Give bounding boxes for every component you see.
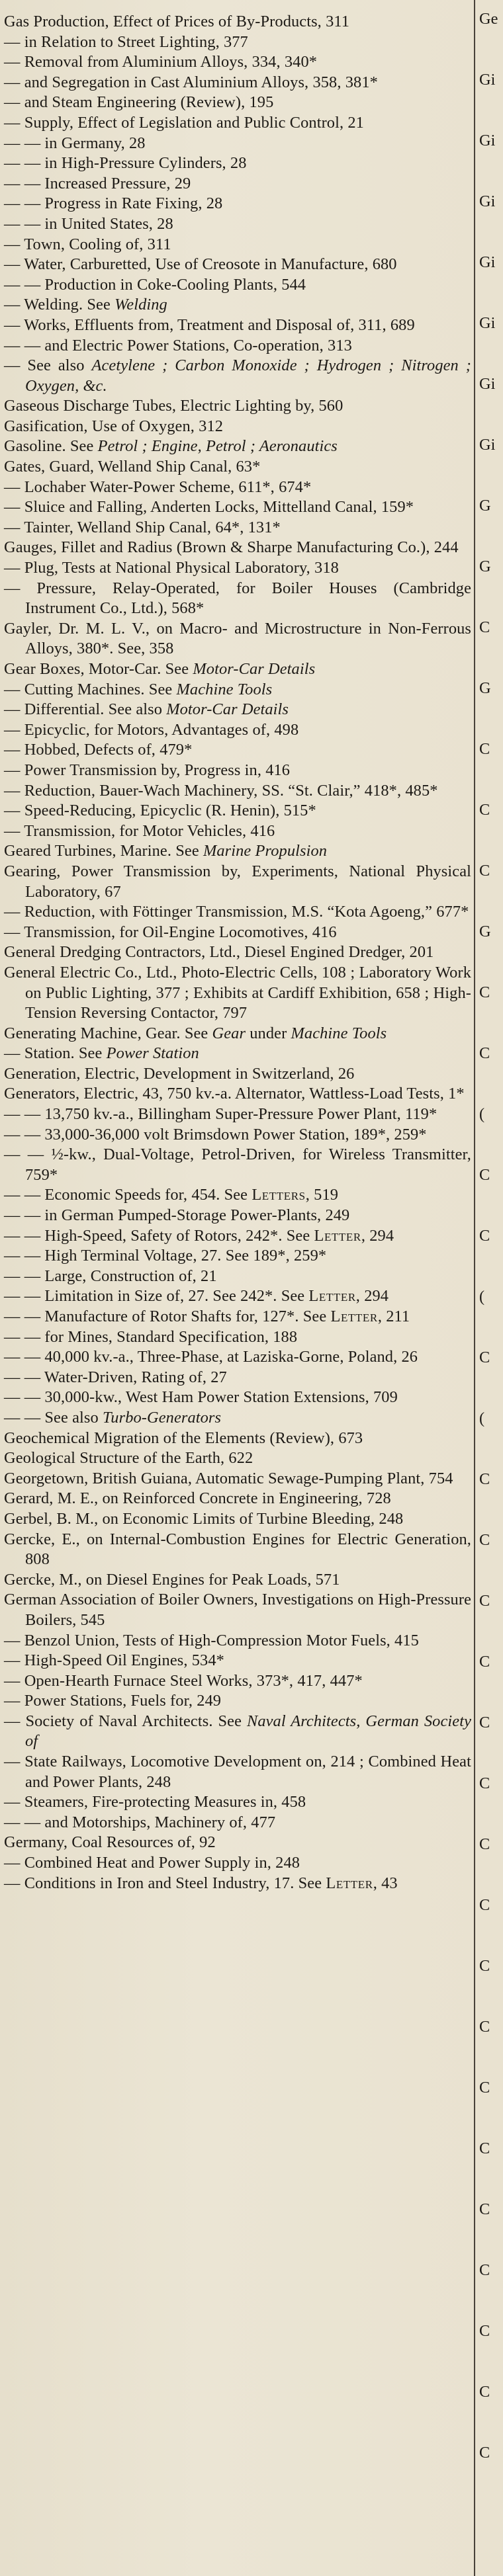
entry-text: — — 33,000-36,000 volt Brimsdown Power Station, 189*, 259* [4, 1125, 427, 1143]
entry-text: — — Increased Pressure, 29 [4, 174, 191, 192]
index-entry [4, 1368, 471, 1388]
adjacent-column-letter: G [479, 558, 491, 575]
index-entry [4, 579, 471, 619]
entry-text: — Transmission, for Oil-Engine Locomotives, 416 [4, 923, 337, 941]
index-entry [4, 153, 471, 174]
index-entry [4, 1206, 471, 1226]
index-entry [4, 1246, 471, 1267]
adjacent-column-letter: Gi [479, 253, 496, 271]
index-entry [4, 12, 471, 32]
entry-text: Gerbel, B. M., on Economic Limits of Turbine Bleeding, 248 [4, 1509, 404, 1528]
entry-text: Generators, Electric, 43, 750 kv.-a. Alternator, Wattless-Load Tests, 1* [4, 1085, 465, 1103]
adjacent-column-letter: Gi [479, 375, 496, 393]
adjacent-column-letter: C [479, 2261, 490, 2279]
entry-text: — — for Mines, Standard Specification, 188 [4, 1327, 298, 1346]
entry-text: — Sluice and Falling, Anderten Locks, Mittelland Canal, 159* [4, 498, 414, 517]
entry-text: — Water, Carburetted, Use of Creosote in Manufacture, 680 [4, 255, 397, 274]
index-entry [4, 1408, 471, 1429]
entry-text: , 294 [355, 1287, 389, 1306]
entry-text: — — 40,000 kv.-a., Three-Phase, at Laziska-Gorne, Poland, 26 [4, 1348, 418, 1366]
index-entry [4, 194, 471, 214]
entry-text: — Cutting Machines. See [4, 680, 177, 698]
index-entry [4, 801, 471, 821]
index-entry [4, 781, 471, 802]
index-entry [4, 538, 471, 558]
index-entry [4, 1853, 471, 1874]
index-entry [4, 315, 471, 336]
index-entry [4, 619, 471, 659]
index-entry [4, 235, 471, 255]
entry-text: — Combined Heat and Power Supply in, 248 [4, 1854, 300, 1872]
entry-cross-reference: Gear [212, 1024, 246, 1042]
index-entry [4, 275, 471, 296]
entry-text: Gercke, M., on Diesel Engines for Peak Loads, 571 [4, 1570, 340, 1589]
entry-cross-reference: Petrol ; Engine, Petrol ; Aeronautics [97, 437, 338, 456]
adjacent-column-letter: C [479, 2140, 490, 2157]
adjacent-column-letter: Gi [479, 71, 496, 89]
entry-text: — — and Motorships, Machinery of, 477 [4, 1813, 276, 1831]
index-entry [4, 1469, 471, 1489]
entry-text: — Removal from Aluminium Alloys, 334, 340* [4, 53, 318, 71]
adjacent-column-letter: C [479, 2383, 490, 2401]
index-entry [4, 1044, 471, 1064]
index-entry [4, 497, 471, 518]
entry-cross-reference: Welding [114, 296, 167, 314]
entry-text: Gauges, Fillet and Radius (Brown & Sharpe Manufacturing Co.), 244 [4, 538, 459, 557]
adjacent-column-letter: C [479, 1896, 490, 1914]
index-column [4, 12, 471, 1893]
entry-text: — Open-Hearth Furnace Steel Works, 373*, 417, 447* [4, 1671, 363, 1690]
adjacent-column-letter: C [479, 2200, 490, 2218]
adjacent-column-letter: C [479, 1227, 490, 1245]
entry-text: — — in German Pumped-Storage Power-Plants, 249 [4, 1206, 350, 1225]
entry-text: — — Progress in Rate Fixing, 28 [4, 194, 223, 213]
entry-text: — Tainter, Welland Ship Canal, 64*, 131* [4, 518, 281, 536]
entry-text: — — Production in Coke-Cooling Plants, 544 [4, 275, 306, 294]
index-entry [4, 1651, 471, 1671]
index-entry [4, 396, 471, 417]
entry-text: Generation, Electric, Development in Switzerland, 26 [4, 1064, 355, 1083]
entry-text: — Supply, Effect of Legislation and Public Control, 21 [4, 113, 364, 132]
index-entry [4, 1327, 471, 1348]
entry-text: Gearing, Power Transmission by, Experiments, National Physical Laboratory, 67 [4, 862, 471, 901]
entry-letter-reference: Letter [330, 1308, 378, 1325]
index-entry [4, 1792, 471, 1813]
entry-text: — Works, Effluents from, Treatment and Disposal of, 311, 689 [4, 315, 415, 334]
entry-text: , 211 [377, 1308, 410, 1325]
index-entry [4, 841, 471, 862]
entry-text: — — Large, Construction of, 21 [4, 1267, 217, 1285]
adjacent-column-letter: C [479, 1592, 490, 1610]
adjacent-column-letter: C [479, 2322, 490, 2340]
entry-text: — High-Speed Oil Engines, 534* [4, 1651, 224, 1670]
index-entry [4, 1530, 471, 1570]
adjacent-column-letter: C [479, 1044, 490, 1062]
index-entry [4, 963, 471, 1024]
entry-text: — — 13,750 kv.-a., Billingham Super-Pressure Power Plant, 119* [4, 1105, 437, 1124]
entry-text: — Hobbed, Defects of, 479* [4, 741, 193, 759]
entry-text: — in Relation to Street Lighting, 377 [4, 32, 248, 51]
entry-text: — Transmission, for Motor Vehicles, 416 [4, 821, 275, 840]
index-entry [4, 700, 471, 720]
adjacent-column-letter: C [479, 1653, 490, 1671]
index-entry [4, 134, 471, 154]
index-entry [4, 821, 471, 842]
index-entry [4, 1024, 471, 1044]
entry-text: General Dredging Contractors, Ltd., Diesel Engined Dredger, 201 [4, 943, 434, 962]
entry-letter-reference: Letter [314, 1226, 361, 1245]
entry-text: — Speed-Reducing, Epicyclic (R. Henin), 515* [4, 802, 316, 820]
index-entry [4, 174, 471, 194]
adjacent-column-letter: C [479, 1957, 490, 1975]
entry-text: — — in United States, 28 [4, 214, 173, 233]
index-entry [4, 478, 471, 498]
entry-text: Gercke, E., on Internal-Combustion Engines for Electric Generation, 808 [4, 1530, 471, 1569]
entry-text: , 43 [373, 1874, 398, 1892]
entry-text: German Association of Boiler Owners, Investigations on High-Pressure Boilers, 545 [4, 1591, 471, 1629]
adjacent-column-letter: G [479, 679, 491, 697]
index-entry [4, 1347, 471, 1368]
entry-text: under [246, 1024, 291, 1042]
index-entry [4, 1125, 471, 1145]
entry-text: — — Water-Driven, Rating of, 27 [4, 1368, 227, 1386]
adjacent-column-letter: C [479, 862, 490, 880]
index-entry [4, 1489, 471, 1509]
entry-text: — — in High-Pressure Cylinders, 28 [4, 154, 247, 173]
entry-text: — State Railways, Locomotive Development on, 214 ; Combined Heat and Power Plants, 248 [4, 1753, 471, 1791]
index-entry [4, 1104, 471, 1125]
entry-text: — and Segregation in Cast Aluminium Alloys, 358, 381* [4, 73, 378, 91]
entry-text: Gayler, Dr. M. L. V., on Macro- and Microstructure in Non-Ferrous Alloys, 380*. See, 358 [4, 619, 471, 658]
index-entry [4, 255, 471, 275]
adjacent-column-letter: C [479, 1774, 490, 1792]
adjacent-column-letter: C [479, 1470, 490, 1488]
index-entry [4, 1833, 471, 1853]
index-entry [4, 680, 471, 700]
entry-text: — Reduction, with Föttinger Transmission, M.S. “Kota Agoeng,” 677* [4, 903, 469, 921]
index-entry [4, 740, 471, 761]
adjacent-column-letter: Gi [479, 314, 496, 332]
index-entry [4, 1084, 471, 1104]
entry-text: — Welding. See [4, 296, 115, 314]
entry-text: — Conditions in Iron and Steel Industry, 17. See [4, 1874, 326, 1892]
entry-cross-reference: Turbo-Generators [102, 1408, 222, 1427]
index-entry [4, 1267, 471, 1287]
index-entry [4, 761, 471, 781]
entry-text: — — 30,000-kw., West Ham Power Station Extensions, 709 [4, 1388, 398, 1407]
index-entry [4, 720, 471, 741]
index-entry [4, 93, 471, 113]
entry-text: Gates, Guard, Welland Ship Canal, 63* [4, 458, 261, 476]
index-entry [4, 862, 471, 902]
adjacent-column-letter: C [479, 1531, 490, 1549]
entry-text: — — ½-kw., Dual-Voltage, Petrol-Driven, for Wireless Transmitter, 759* [4, 1145, 471, 1184]
entry-text: Gerard, M. E., on Reinforced Concrete in Engineering, 728 [4, 1489, 391, 1508]
index-entry [4, 558, 471, 579]
entry-text: Geared Turbines, Marine. See [4, 842, 203, 860]
index-entry [4, 1307, 471, 1327]
entry-text: , 294 [361, 1226, 394, 1245]
adjacent-column-letter: C [479, 2079, 490, 2097]
adjacent-column-letter: C [479, 2444, 490, 2462]
index-entry [4, 1226, 471, 1247]
index-entry [4, 1691, 471, 1712]
entry-text: — Pressure, Relay-Operated, for Boiler Houses (Cambridge Instrument Co., Ltd.), 568* [4, 579, 471, 618]
entry-text: — and Steam Engineering (Review), 195 [4, 93, 274, 112]
column-rule [474, 0, 475, 2576]
entry-text: — Epicyclic, for Motors, Advantages of, 498 [4, 720, 299, 739]
entry-text: — Differential. See also [4, 700, 167, 719]
index-entry [4, 295, 471, 315]
entry-cross-reference: Machine Tools [176, 680, 273, 698]
adjacent-column-letter: C [479, 1349, 490, 1366]
entry-text: — — High-Speed, Safety of Rotors, 242*. See [4, 1226, 314, 1245]
entry-text: General Electric Co., Ltd., Photo-Electric Cells, 108 ; Laboratory Work on Public Lighting, 377 ; Exhibits at Cardiff Exhibition, 658 ; High-Tension Reversing Contactor, 797 [4, 963, 471, 1022]
adjacent-column-letter: C [479, 983, 490, 1001]
entry-text: Georgetown, British Guiana, Automatic Sewage-Pumping Plant, 754 [4, 1469, 453, 1487]
index-entry [4, 214, 471, 235]
index-entry [4, 1448, 471, 1469]
adjacent-column-letter: C [479, 1714, 490, 1731]
index-entry [4, 356, 471, 396]
entry-text: — Lochaber Water-Power Scheme, 611*, 674* [4, 478, 312, 496]
entry-text: Gas Production, Effect of Prices of By-Products, 311 [4, 13, 350, 30]
entry-text: — — and Electric Power Stations, Co-operation, 313 [4, 336, 352, 354]
entry-text: Geological Structure of the Earth, 622 [4, 1449, 253, 1468]
adjacent-column-letter: Ge [479, 10, 498, 28]
index-entry [4, 902, 471, 923]
adjacent-column-letter: G [479, 923, 491, 940]
adjacent-column-letter: Gi [479, 192, 496, 210]
entry-text: — Benzol Union, Tests of High-Compression Motor Fuels, 415 [4, 1631, 419, 1649]
adjacent-column-letter: ( [479, 1409, 485, 1427]
entry-letter-reference: Letter [308, 1287, 356, 1306]
index-entry [4, 1631, 471, 1651]
entry-text: Gasification, Use of Oxygen, 312 [4, 417, 224, 435]
entry-text: — Society of Naval Architects. See [4, 1712, 247, 1730]
index-entry [4, 457, 471, 478]
entry-text: — — in Germany, 28 [4, 134, 146, 152]
index-entry [4, 1813, 471, 1833]
entry-text: , 519 [305, 1186, 339, 1204]
adjacent-column-letter: C [479, 1835, 490, 1853]
entry-text: Gasoline. See [4, 437, 98, 456]
adjacent-column-letter: Gi [479, 132, 496, 149]
entry-text: — Power Transmission by, Progress in, 416 [4, 761, 291, 779]
adjacent-column-letter: G [479, 497, 491, 515]
index-entry [4, 1590, 471, 1630]
adjacent-column-letter: C [479, 801, 490, 819]
index-entry [4, 1064, 471, 1085]
index-entry [4, 518, 471, 538]
index-entry [4, 436, 471, 457]
entry-text: Gear Boxes, Motor-Car. See [4, 660, 193, 678]
index-entry [4, 32, 471, 53]
adjacent-column-letter: C [479, 2018, 490, 2036]
entry-letter-reference: Letters [252, 1186, 306, 1204]
index-entry [4, 942, 471, 963]
adjacent-column-fragment [478, 0, 503, 2576]
index-entry [4, 1570, 471, 1591]
entry-text: — — High Terminal Voltage, 27. See 189*, 259* [4, 1247, 327, 1265]
entry-text: — — Economic Speeds for, 454. See [4, 1186, 252, 1204]
entry-text: Geochemical Migration of the Elements (Review), 673 [4, 1429, 363, 1447]
index-entry [4, 659, 471, 680]
entry-cross-reference: Naval Architects, German Society of [25, 1712, 472, 1751]
adjacent-column-letter: ( [479, 1105, 485, 1123]
index-entry [4, 73, 471, 93]
entry-text: — Power Stations, Fuels for, 249 [4, 1692, 222, 1710]
index-entry [4, 1429, 471, 1449]
index-entry [4, 336, 471, 356]
entry-text: Generating Machine, Gear. See [4, 1024, 212, 1042]
entry-letter-reference: Letter [326, 1874, 373, 1892]
index-entry [4, 1712, 471, 1752]
index-entry [4, 923, 471, 943]
entry-cross-reference: Machine Tools [291, 1024, 387, 1042]
entry-text: Germany, Coal Resources of, 92 [4, 1833, 216, 1852]
entry-cross-reference: Motor-Car Details [166, 700, 289, 719]
index-entry [4, 1388, 471, 1408]
index-entry [4, 1671, 471, 1692]
index-entry [4, 1509, 471, 1530]
entry-cross-reference: Motor-Car Details [193, 660, 316, 678]
adjacent-column-letter: C [479, 618, 490, 636]
index-entry [4, 113, 471, 134]
adjacent-column-letter: C [479, 1166, 490, 1184]
index-entry [4, 1145, 471, 1185]
entry-cross-reference: Marine Propulsion [203, 842, 328, 860]
entry-text: — Reduction, Bauer-Wach Machinery, SS. “St. Clair,” 418*, 485* [4, 781, 438, 800]
entry-text: — Station. See [4, 1044, 107, 1063]
entry-text: — Plug, Tests at National Physical Laboratory, 318 [4, 559, 339, 577]
adjacent-column-letter: Gi [479, 436, 496, 454]
entry-cross-reference: Acetylene ; Carbon Monoxide ; Hydrogen ; Nitrogen ; Oxygen, &c. [25, 356, 471, 395]
entry-text: Gaseous Discharge Tubes, Electric Lighting by, 560 [4, 397, 343, 415]
index-entry [4, 1286, 471, 1307]
entry-cross-reference: Power Station [106, 1044, 199, 1063]
index-entry [4, 417, 471, 437]
entry-text: — Town, Cooling of, 311 [4, 235, 171, 253]
index-entry [4, 1752, 471, 1792]
adjacent-column-letter: C [479, 740, 490, 758]
entry-text: — — Manufacture of Rotor Shafts for, 127*. See [4, 1308, 331, 1325]
index-entry [4, 1874, 471, 1894]
entry-text: — Steamers, Fire-protecting Measures in, 458 [4, 1793, 306, 1811]
index-entry [4, 52, 471, 73]
entry-text: — — Limitation in Size of, 27. See 242*. See [4, 1287, 309, 1306]
adjacent-column-letter: ( [479, 1288, 485, 1306]
entry-text: — See also [4, 356, 92, 375]
entry-text: — — See also [4, 1408, 103, 1427]
index-entry [4, 1185, 471, 1206]
